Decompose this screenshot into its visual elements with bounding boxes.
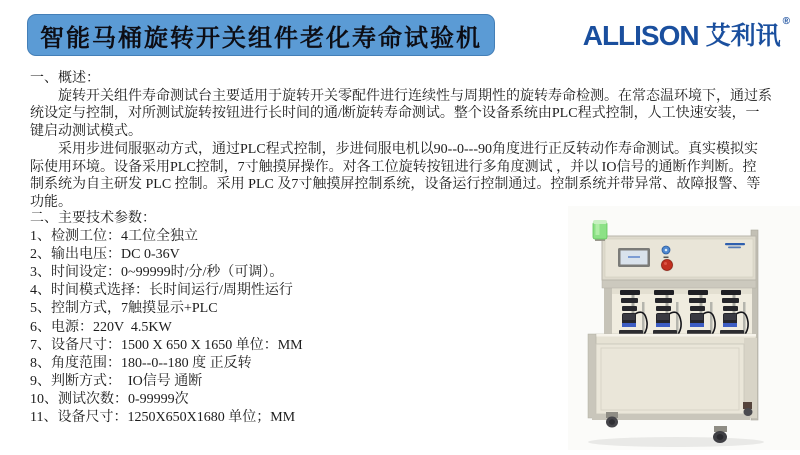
page-title-banner bbox=[27, 14, 495, 56]
brand-logo bbox=[583, 17, 790, 55]
spec-item: 9、判断方式： IO信号 通断 bbox=[30, 373, 203, 389]
spec-item: 8、角度范围：180--0--180 度 正反转 bbox=[30, 355, 252, 371]
overview-text-line: 制系统为自主研发 PLC 控制。采用 PLC 及7寸触摸屏控制系统，设备运行控制通过。控制系统并带异常、故障报警、等 bbox=[30, 177, 761, 193]
motor-blue-band bbox=[723, 323, 737, 327]
spec-item: 5、控制方式，7触摸显示+PLC bbox=[30, 301, 218, 317]
emergency-stop-button bbox=[661, 259, 674, 272]
motor-blue-band bbox=[622, 323, 636, 327]
overview-text-line: 统设定与控制，对所测试旋转按钮进行长时间的通/断旋转寿命测试。整个设备系统由PLC程式控制，人工快速安装，一 bbox=[30, 106, 760, 122]
overview-text-line: 采用步进伺服驱动方式，通过PLC程式控制，步进伺服电机以90--0---90角度进行正反转动作寿命测试。真实模拟实 bbox=[30, 141, 758, 157]
specs-section bbox=[30, 210, 570, 427]
machine-cabinet bbox=[588, 334, 757, 420]
tower-light-green bbox=[593, 220, 607, 241]
machine-control-panel bbox=[602, 236, 756, 280]
spec-item: 6、电源：220V 4.5KW bbox=[30, 319, 172, 335]
machine-touchscreen bbox=[618, 248, 650, 267]
spec-item: 2、输出电压：DC 0-36V bbox=[30, 247, 180, 263]
overview-section bbox=[30, 70, 790, 212]
page-title: 智能马桶旋转开关组件老化寿命试验机 bbox=[40, 25, 482, 52]
spec-item: 7、设备尺寸：1500 X 650 X 1650 单位：MM bbox=[30, 337, 303, 353]
motor-blue-band bbox=[656, 323, 670, 327]
overview-text-line: 际使用环境。设备采用PLC控制，7寸触摸屏操作。对各工位旋转按钮进行多角度测试 ，并以 IO信号的通断作判断。控 bbox=[30, 159, 757, 175]
overview-heading: 一、概述： bbox=[30, 71, 100, 86]
overview-text-line: 功能。 bbox=[30, 194, 72, 210]
machine-photo bbox=[568, 206, 800, 450]
brand-logo-text-cn: 艾利讯 bbox=[705, 22, 781, 50]
spec-item: 11、设备尺寸：1250X650X1680 单位；MM bbox=[30, 410, 296, 426]
spec-item: 3、时间设定：0~99999时/分/秒（可调）。 bbox=[30, 265, 284, 281]
overview-text-line: 旋转开关组件寿命测试台主要适用于旋转开关零配件进行连续性与周期性的旋转寿命检测。在常态温环境下，通过系 bbox=[30, 88, 772, 104]
spec-item: 1、检测工位：4工位全独立 bbox=[30, 229, 198, 245]
spec-item: 4、时间模式选择：长时间运行/周期性运行 bbox=[30, 283, 293, 299]
overview-text-line: 键启动测试模式。 bbox=[30, 124, 142, 140]
brand-logo-text-en: ALLISON bbox=[582, 20, 699, 51]
motor-blue-band bbox=[690, 323, 704, 327]
specs-heading: 二、主要技术参数： bbox=[30, 211, 156, 226]
spec-item: 10、测试次数：0-99999次 bbox=[30, 391, 189, 407]
registered-trademark-icon: ® bbox=[782, 16, 790, 27]
